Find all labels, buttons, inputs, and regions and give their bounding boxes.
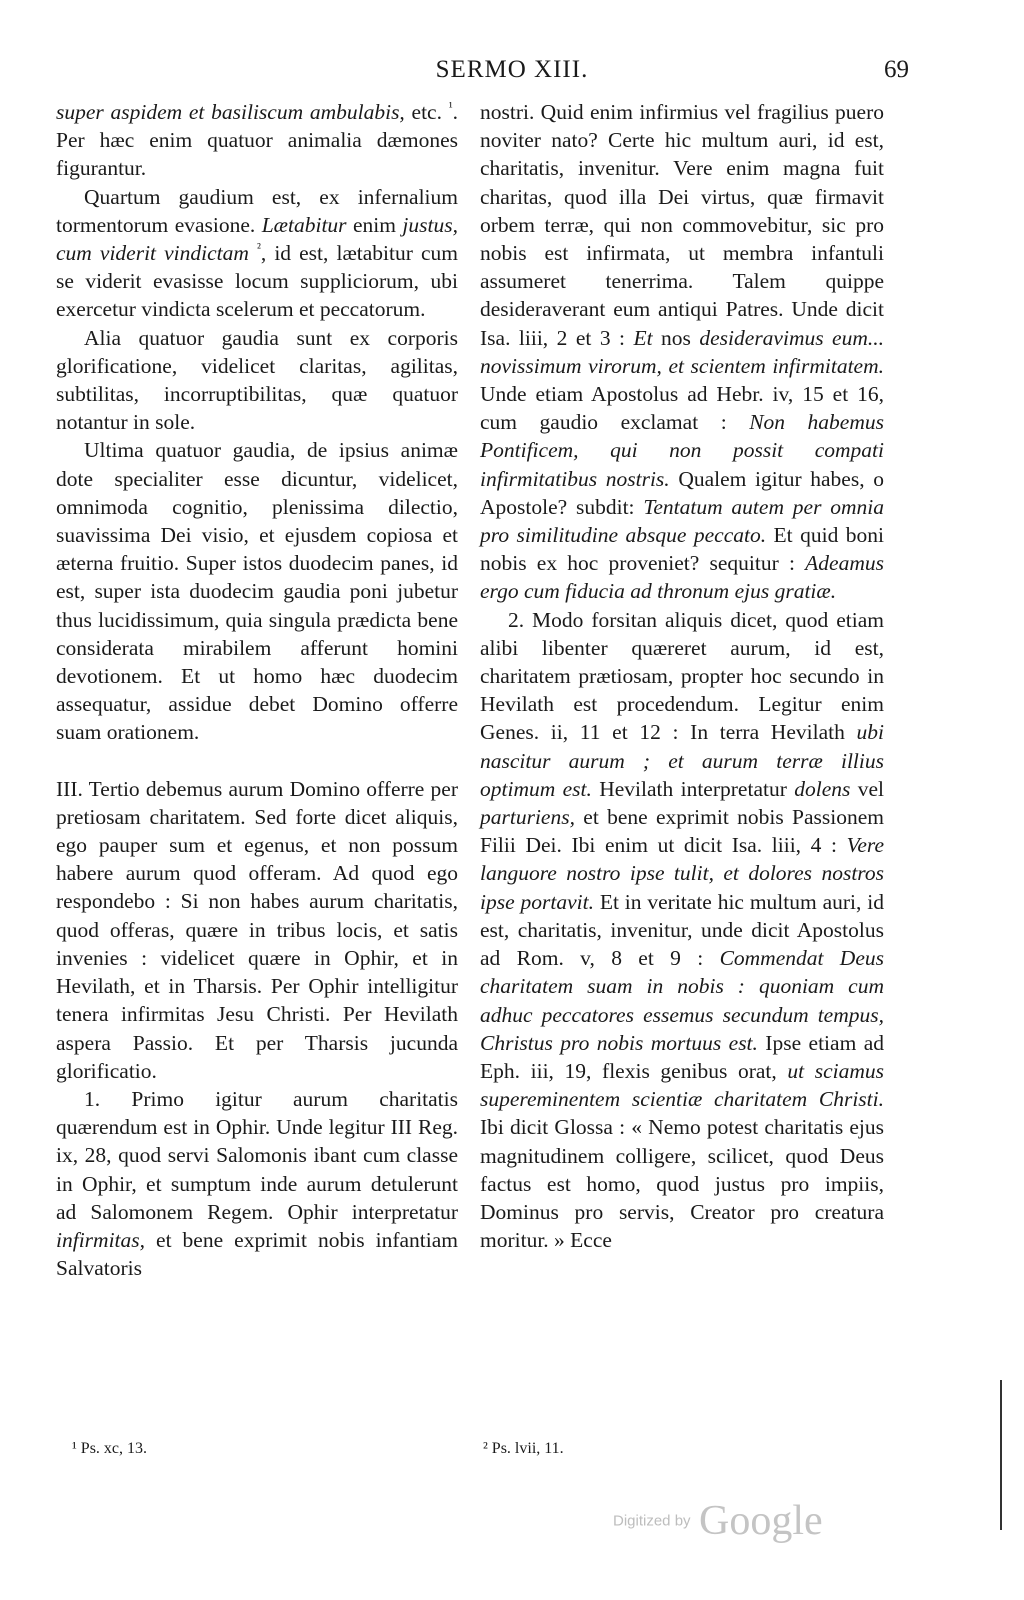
italic-quote: Et	[633, 325, 653, 350]
text-run: enim	[346, 212, 403, 237]
page-number: 69	[884, 56, 909, 83]
italic-quote: parturiens,	[480, 805, 575, 830]
footnote-marker: ¹	[448, 98, 453, 114]
italic-quote: Adeamus ergo cum fiducia ad thronum ejus gratiæ.	[480, 551, 884, 604]
italic-quote: dolens	[794, 776, 851, 801]
scan-edge-line	[1000, 1380, 1002, 1530]
text-run: Qualem igitur habes, o Apostole? subdit:	[480, 466, 884, 519]
text-run: Unde etiam Apostolus ad Hebr. iv, 15 et 16, cum gaudio exclamat :	[480, 382, 884, 435]
footnote-left: ¹ Ps. xc, 13.	[72, 1440, 148, 1457]
text-run: vel	[850, 776, 884, 801]
italic-quote: justus, cum viderit vindictam	[56, 212, 458, 266]
text-run: 2. Modo forsitan aliquis dicet, quod etiam alibi libenter quæreret aurum, id est, charitatem prætiosam, propter hoc secundo in Hevilath est procedendum. Legitur enim Genes. ii, 11 et 12 : In terra Hevilath	[480, 607, 884, 745]
paragraph	[56, 436, 458, 746]
text-run: et bene exprimit nobis infantiam Salvatoris	[56, 1227, 458, 1281]
text-run: Ipse etiam ad Eph. iii, 19, flexis genibus orat,	[480, 1030, 884, 1083]
italic-quote: Commendat Deus charitatem suam in nobis : quoniam cum adhuc peccatores essemus secundum tempus, Christus pro nobis mortuus est.	[480, 946, 884, 1055]
text-run: . Per hæc enim quatuor animalia dæmones figurantur.	[56, 100, 458, 181]
text-run: III. Tertio debemus aurum Domino offerre per pretiosam charitatem. Sed forte dicet aliquis, ego pauper sum et egenus, et non possum habere aurum quod offeram. Ad quod ego respondebo : Si non habes aurum charitatis, quod offeras, quære in tribus locis, et satis invenies : videlicet quære in Ophir, et in Hevilath, et in Tharsis. Per Ophir intelligitur tenera infirmitas Jesu Christi. Per Hevilath aspera Passio. Et per Tharsis jucunda glorificatio.	[56, 776, 458, 1083]
text-run: nostri. Quid enim infirmius vel fragilius puero noviter nato? Certe hic multum auri, id est, charitatis, invenitur. Vere enim magna fuit charitas, quod illa Dei virtus, quæ firmavit orbem terræ, qui non commovebitur, sic pro nobis est infirmata, ut membra infantuli assumeret tenerrima. Talem quippe desideraverant eum antiqui Patres. Unde dicit Isa. liii, 2 et 3 :	[480, 100, 884, 350]
text-run: Et in veritate hic multum auri, id est, charitatis, invenitur, unde dicit Apostolus ad Rom. v, 8 et 9 :	[480, 889, 884, 971]
text-run: Ultima quatuor gaudia, de ipsius animæ dote specialiter esse dicuntur, videlicet, omnimoda cognitio, plenissima dilectio, suavissima Dei visio, et ejusdem copiosa et æterna fruitio. Super istos duodecim panes, id est, super ista duodecim gaudia poni jubetur thus lucidissimum, quia singula prædicta bene considerata mirabilem afferunt homini devotionem. Et ut homo hæc duodecim assequatur, assidue debet Domino offerre suam orationem.	[56, 438, 458, 745]
italic-quote: desideravimus eum... novissimum virorum, et scientem infirmitatem.	[480, 325, 884, 378]
text-run: Et quid boni nobis ex hoc proveniet? sequitur :	[480, 523, 884, 576]
paragraph	[56, 324, 458, 437]
italic-quote: Vere languore nostro ipse tulit, et dolores nostros ipse portavit.	[480, 833, 884, 914]
left-text-column	[56, 98, 458, 1282]
paragraph	[480, 606, 884, 1255]
running-title: SERMO XIII.	[435, 56, 589, 83]
watermark-prefix: Digitized by	[613, 1512, 691, 1530]
paragraph	[56, 775, 458, 1085]
footnote-right: ² Ps. lvii, 11.	[483, 1440, 564, 1457]
text-run: etc.	[404, 100, 449, 124]
text-run	[249, 241, 257, 265]
italic-quote: super aspidem et basiliscum ambulabis,	[56, 100, 405, 124]
page-header	[0, 52, 1024, 92]
text-run: Alia quatuor gaudia sunt ex corporis glorificatione, videlicet claritas, agilitas, subtilitas, incorruptibilitas, quæ quatuor notantur in sole.	[56, 325, 458, 435]
italic-quote: Non habemus Pontificem, qui non possit compati infirmitatibus nostris.	[480, 410, 884, 491]
text-run: et bene exprimit nobis Passionem Filii Dei. Ibi enim ut dicit Isa. liii, 4 :	[480, 805, 884, 858]
right-text-column	[480, 98, 884, 1254]
text-run: Quartum gaudium est, ex infernalium tormentorum evasione.	[56, 184, 458, 237]
paragraph	[56, 1085, 458, 1282]
footnote-marker: ²	[256, 239, 261, 255]
text-run: Ibi dicit Glossa : « Nemo potest charitatis ejus magnitudinem colligere, scilicet, quod Deus factus est homo, quod justus pro impiis, Dominus pro servis, Creator pro creatura moritur. » Ecce	[480, 1115, 884, 1253]
paragraph	[56, 98, 458, 183]
paragraph	[480, 98, 884, 606]
text-run: , id est, lætabitur cum se viderit evasisse locum suppliciorum, ubi exercetur vindicta scelerum et peccatorum.	[56, 241, 458, 322]
text-run: 1. Primo igitur aurum charitatis quærendum est in Ophir. Unde legitur III Reg. ix, 28, quod servi Salomonis ibant cum classe in Ophir, et sumptum inde aurum detulerunt ad Salomonem Regem. Ophir interpretatur	[56, 1086, 458, 1224]
italic-quote: infirmitas,	[56, 1227, 146, 1252]
digitized-watermark	[613, 1497, 823, 1545]
italic-quote: Tentatum autem per omnia pro similitudine absque peccato.	[480, 494, 885, 548]
google-logo: Google	[699, 1498, 823, 1544]
italic-quote: ut sciamus supereminentem scientiæ charitatem Christi.	[480, 1058, 884, 1112]
italic-quote: Lætabitur	[261, 212, 347, 237]
text-run: nos	[652, 325, 700, 350]
italic-quote: ubi nascitur aurum ; et aurum terræ illius optimum est.	[480, 720, 884, 801]
text-run: Hevilath interpretatur	[591, 776, 795, 801]
paragraph	[56, 183, 458, 324]
